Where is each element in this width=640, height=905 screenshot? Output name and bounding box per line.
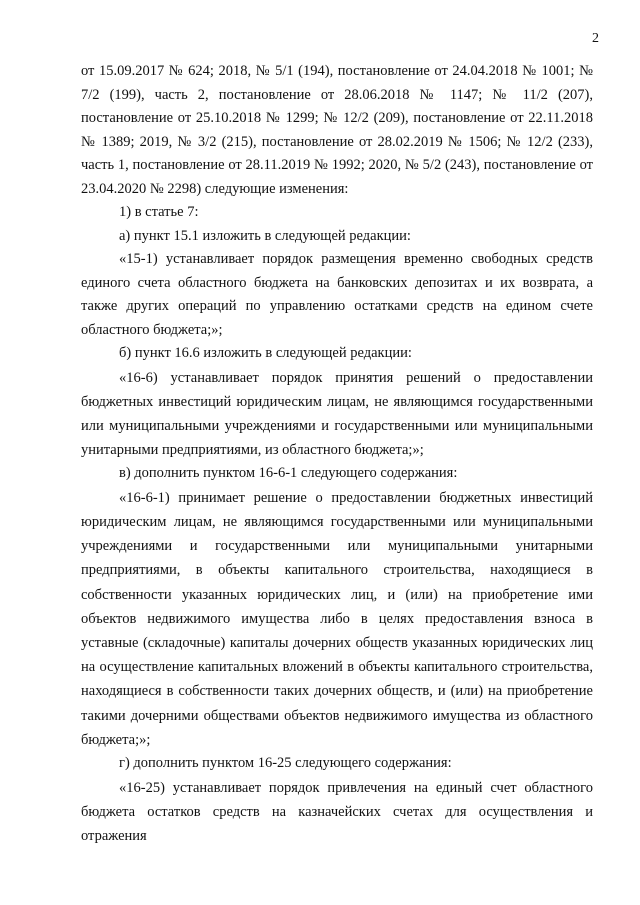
paragraph-article-7: 1) в статье 7: bbox=[119, 204, 199, 220]
paragraph-clause-15-1: «15-1) устанавливает порядок размещения временно свободных средств единого счета областного бюджета на банковских депозитах и их возврата, а также других операций по управлению остатками средств на едином счете областного бюджета;»; bbox=[81, 251, 593, 338]
paragraph-item-a: а) пункт 15.1 изложить в следующей редакции: bbox=[119, 227, 411, 244]
paragraph-item-g: г) дополнить пунктом 16-25 следующего содержания: bbox=[119, 755, 452, 772]
paragraph-item-v: в) дополнить пунктом 16-6-1 следующего содержания: bbox=[119, 465, 458, 482]
page-number: 2 bbox=[592, 31, 599, 46]
paragraph-clause-16-6: «16-6) устанавливает порядок принятия решений о предоставлении бюджетных инвестиций юридическим лицам, не являющимся государственными или муниципальными учреждениями и государственными или муниципальными унитарными предприятиями, из областного бюджета;»; bbox=[81, 369, 593, 459]
paragraph-clause-16-6-1: «16-6-1) принимает решение о предоставлении бюджетных инвестиций юридическим лицам, не являющимся государственными или муниципальными учреждениями и государственными или муниципальными унитарными предприятиями, в объекты капитального строительства, находящиеся в собственности указанных юридических лиц, и (или) на приобретение ими объектов недвижимого имущества либо в целях предоставления взноса в уставные (складочные) капиталы дочерних обществ указанных юридических лиц на осуществление капитальных вложений в объекты капитального строительства, находящиеся в собственности таких дочерних обществ, и (или) на приобретение такими дочерними обществами объектов недвижимого имущества из областного бюджета;»; bbox=[81, 489, 593, 748]
paragraph-amendment-references: от 15.09.2017 № 624; 2018, № 5/1 (194), постановление от 24.04.2018 № 1001; № 7/2 (199), часть 2, постановление от 28.06.2018 № 1147; № 11/2 (207), постановление от 25.10.2018 № 1299; № 12/2 (209), постановление от 22.11.2018 № 1389; 2019, № 3/2 (215), постановление от 28.02.2019 № 1506; № 12/2 (233), часть 1, постановление от 28.11.2019 № 1992; 2020, № 5/2 (243), постановление от 23.04.2020 № 2298) следующие изменения: bbox=[81, 63, 593, 197]
paragraph-item-b: б) пункт 16.6 изложить в следующей редакции: bbox=[119, 345, 412, 361]
paragraph-clause-16-25: «16-25) устанавливает порядок привлечения на единый счет областного бюджета остатков средств на казначейских счетах для осуществления и отражения bbox=[81, 779, 593, 844]
document-body bbox=[81, 60, 593, 848]
